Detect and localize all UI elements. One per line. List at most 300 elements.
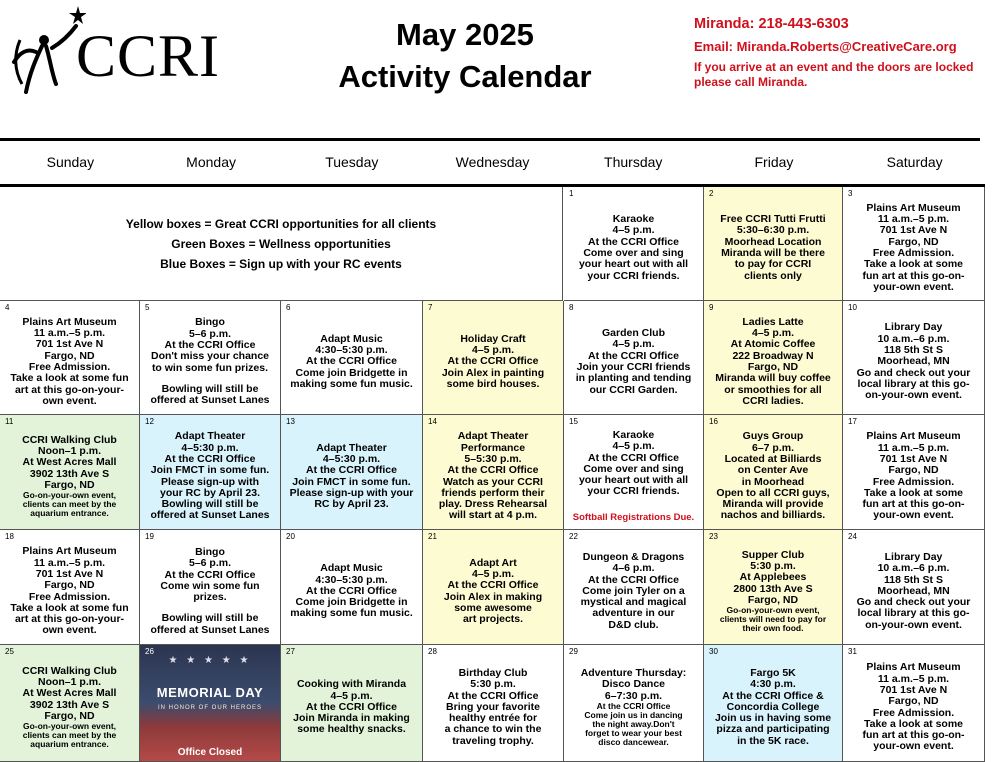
event-line: forget to wear your best [585,727,682,738]
event-line: 4–5:30 p.m. [181,441,239,454]
day-number: 26 [145,647,154,656]
ccri-logo [6,4,242,104]
day-cell-25 [0,645,140,762]
event-line: 701 1st Ave N [35,338,104,351]
event-line: Fargo, ND [747,361,799,373]
event-line: Come join Bridgette in [295,596,408,609]
day-number: 15 [569,417,578,426]
day-number: 8 [569,303,574,312]
event-line: to pay for CCRI [734,258,812,271]
day-number: 6 [286,303,291,312]
event-line: offered at Sunset Lanes [150,509,270,522]
event-note: offered at Sunset Lanes [150,394,270,407]
event-line: Come join us in dancing [584,709,683,720]
event-line: Bring your favorite [446,700,540,713]
event-line: local library at this go- [857,607,970,620]
event-line: 4–5 p.m. [471,567,515,580]
event-details [425,655,561,760]
day-number: 3 [848,189,853,198]
event-title: Library Day [884,550,943,563]
day-monday: Monday [186,154,236,170]
event-line: 4–5 p.m. [612,338,655,351]
day-number: 12 [145,417,154,426]
contact-info [694,16,994,90]
page-title [300,14,630,98]
event-details [142,425,278,528]
event-line: your CCRI friends. [587,485,680,498]
event-line: 701 1st Ave N [35,567,104,580]
event-line: our CCRI Garden. [589,383,678,396]
event-title: Bingo [195,545,225,558]
event-line: 5–6 p.m. [188,557,232,570]
event-line: At the CCRI Office [164,568,256,581]
event-line: Moorhead Location [724,235,822,248]
color-legend [0,187,563,301]
event-details [566,655,701,760]
event-line: making some fun music. [290,607,413,620]
event-line: Fargo, ND [888,235,939,248]
event-title: Holiday Craft [460,332,526,345]
day-number: 20 [286,532,295,541]
event-title: CCRI Walking Club [22,664,117,677]
event-line: At the CCRI Office [305,700,397,713]
day-cell-23 [704,530,843,645]
event-line: your-own event. [873,280,954,293]
event-line: Watch as your CCRI [443,475,543,488]
event-line: in planting and tending [575,372,692,385]
day-cell-21 [423,530,564,645]
event-details [706,311,840,413]
event-line: Take a look at some [863,258,963,271]
event-line: Go-on-your-own event, [726,605,820,616]
event-details [566,311,701,413]
event-line: some healthy snacks. [297,723,406,736]
event-line: disco dancewear. [598,736,669,747]
legend-blue: Blue Boxes = Sign up with your RC events [160,256,402,271]
event-line: 5:30 p.m. [750,560,796,573]
event-line: to win some fun prizes. [151,361,269,374]
event-line: Bowling will still be [161,498,259,511]
event-line: aquarium entrance. [30,739,109,750]
title-subtitle: Activity Calendar [338,59,592,94]
event-line: prizes. [193,591,227,604]
event-line: At the CCRI Office [447,464,539,477]
event-line: making some fun music. [290,377,413,390]
day-cell-20 [281,530,423,645]
event-line: Take a look at some [863,486,963,499]
day-cell-8 [564,301,704,415]
event-line: Please sign-up with your [289,486,414,499]
day-number: 23 [709,532,718,541]
day-cell-4 [0,301,140,415]
event-line: your heart out with all [578,474,689,487]
event-line: friends perform their [441,486,545,499]
event-line: 118 5th St S [884,573,943,586]
event-line: Join your CCRI friends [576,361,691,373]
event-line: At West Acres Mall [22,456,117,469]
event-line: 4–5 p.m. [330,689,373,702]
day-number: 27 [286,647,295,656]
event-line: the night away.Don't [592,718,675,729]
event-line: Go and check out your [856,366,971,379]
event-line: art at this go-on-your- [14,383,125,396]
day-number: 28 [428,647,437,656]
event-line: Performance [460,441,526,454]
event-line: 701 1st Ave N [879,683,948,696]
event-line: At West Acres Mall [22,687,117,700]
event-line: aquarium entrance. [30,508,109,519]
day-number: 5 [145,303,150,312]
stars-icon: ★ ★ ★ ★ ★ [168,655,252,666]
event-title: Adapt Theater [174,430,246,443]
day-cell-10 [843,301,985,415]
event-note: offered at Sunset Lanes [150,623,270,636]
event-details [142,540,278,643]
day-number: 10 [848,303,857,312]
event-line: At the CCRI Office [587,349,679,362]
event-line: 4–5 p.m. [612,440,655,453]
event-line: clients will need to pay for [719,614,827,625]
event-line: 3902 13th Ave S [29,467,110,480]
title-month: May 2025 [396,17,534,52]
event-note: Bowling will still be [161,612,259,625]
event-line: clients can meet by the [22,499,117,510]
event-line: Join Miranda in making [293,712,410,725]
event-title: Guys Group [742,430,804,443]
event-details [283,655,420,760]
event-line: 4–6 p.m. [612,562,655,575]
event-line: Free Admission. [28,590,111,603]
event-line: At the CCRI Office [447,355,539,368]
event-line: At the CCRI Office [305,584,397,597]
event-line: 3902 13th Ave S [29,698,110,711]
day-cell-14 [423,415,564,530]
event-details [425,311,561,413]
event-line: 4:30–5:30 p.m. [315,573,388,586]
event-line: At the CCRI Office [305,355,397,368]
event-line: nachos and billiards. [720,509,826,522]
event-line: Fargo, ND [44,709,95,722]
day-saturday: Saturday [886,154,943,170]
event-line: local library at this go- [857,377,970,390]
day-number: 14 [428,417,437,426]
event-line: At the CCRI Office [164,339,256,352]
event-line: Join FMCT in some fun. [292,475,411,488]
day-number: 4 [5,303,10,312]
event-line: 5:30 p.m. [470,678,516,691]
event-title: Adapt Music [320,562,383,575]
event-line: will start at 4 p.m. [448,509,538,522]
event-line: 222 Broadway N [732,349,814,362]
event-title: Karaoke [612,428,655,441]
event-line: mystical and magical [580,596,687,609]
event-title: Plains Art Museum [866,661,961,674]
event-line: art at this go-on-your- [14,613,125,626]
event-details [425,425,561,528]
day-wednesday: Wednesday [455,154,530,170]
event-line: 6–7:30 p.m. [604,689,663,702]
event-line: At the CCRI Office [305,464,397,477]
event-title: Cooking with Miranda [296,678,407,691]
event-title: Fargo 5K [750,666,796,679]
event-line: Moorhead, MN [877,355,950,368]
event-title: Plains Art Museum [866,430,961,443]
event-line: on-your-own event. [865,389,962,402]
event-line: 11 a.m.–5 p.m. [877,672,950,685]
day-number: 7 [428,303,433,312]
day-number: 18 [5,532,14,541]
day-cell-24 [843,530,985,645]
day-number: 25 [5,647,14,656]
event-details [283,540,420,643]
day-cell-30 [704,645,843,762]
event-details [566,425,701,528]
day-number: 16 [709,417,718,426]
event-title: Dungeon & Dragons [582,550,685,563]
event-line: fun art at this go-on- [862,729,965,742]
day-friday: Friday [754,154,794,170]
event-details [706,540,840,643]
event-details [425,540,561,643]
event-details [2,655,137,760]
event-line: your-own event. [873,509,954,522]
event-line: 5–6 p.m. [188,327,232,340]
event-line: Concordia College [726,700,820,713]
memorial-day-banner [140,645,280,761]
event-line: Miranda will provide [722,498,824,511]
event-line: 5:30–6:30 p.m. [736,224,810,237]
event-title: Plains Art Museum [22,545,117,558]
event-line: Fargo, ND [44,579,95,592]
event-line: Please sign-up with [160,475,260,488]
event-line: Fargo, ND [888,695,939,708]
event-line: healthy entrée for [448,712,538,725]
day-number: 29 [569,647,578,656]
event-line: Join Alex in making [443,590,543,603]
day-cell-17 [843,415,985,530]
event-line: 2800 13th Ave S [733,582,813,595]
event-line: Don't miss your chance [150,350,270,363]
event-line: Noon–1 p.m. [37,676,101,689]
event-line: Take a look at some [863,717,963,730]
day-cell-29 [564,645,704,762]
day-cell-18 [0,530,140,645]
day-number: 17 [848,417,857,426]
event-line: Come win some fun [160,579,260,592]
day-cell-22 [564,530,704,645]
event-details [2,311,137,413]
memorial-title: MEMORIAL DAY [156,685,264,700]
event-line: Take a look at some fun [10,601,129,614]
event-line: 4–5 p.m. [471,344,515,357]
event-details [2,540,137,643]
event-line: Disco Dance [601,678,666,691]
event-line: At the CCRI Office [587,451,679,464]
day-cell-27 [281,645,423,762]
event-line: own event. [42,394,97,407]
event-title: CCRI Walking Club [22,433,117,446]
event-details [142,311,278,413]
day-cell-3 [843,187,985,301]
event-line: Join us in having some [714,712,832,725]
event-line: Moorhead, MN [877,584,950,597]
event-line: your-own event. [873,740,954,753]
event-title: Adapt Art [469,556,517,569]
event-line: Fargo, ND [888,464,939,477]
day-number: 31 [848,647,857,656]
event-line: At the CCRI Office [164,452,256,465]
contact-note: If you arrive at an event and the doors are locked please call Miranda. [694,60,974,89]
event-line: Fargo, ND [44,349,95,362]
event-line: own event. [42,624,97,637]
event-line: At the CCRI Office [587,235,679,248]
event-line: Noon–1 p.m. [37,445,101,458]
event-line: 4–5:30 p.m. [322,452,381,465]
event-title: Birthday Club [458,666,528,679]
day-number: 1 [569,189,574,198]
event-line: Join FMCT in some fun. [150,464,270,477]
day-cell-7 [423,301,564,415]
event-line: D&D club. [608,618,659,631]
event-line: or smoothies for all [724,383,822,396]
day-number: 22 [569,532,578,541]
event-line: Come over and sing [583,462,684,475]
day-thursday: Thursday [604,154,663,170]
day-cell-12 [140,415,281,530]
event-line: traveling trophy. [452,734,534,747]
day-tuesday: Tuesday [325,154,379,170]
event-line: 11 a.m.–5 p.m. [877,441,950,454]
event-line: Free Admission. [872,475,955,488]
day-cell-16 [704,415,843,530]
event-line: Join Alex in painting [441,366,545,379]
event-line: a chance to win the [444,723,542,736]
day-cell-6 [281,301,423,415]
event-details [845,311,982,413]
event-alert: Softball Registrations Due. [572,511,695,523]
event-line: Come over and sing [583,247,684,259]
event-line: on Center Ave [737,464,809,477]
day-cell-13 [281,415,423,530]
event-line: Go-on-your-own event, [22,721,117,732]
event-line: adventure in our [592,607,675,620]
event-line: Go and check out your [856,596,971,609]
calendar-grid [0,184,985,762]
event-line: in the 5K race. [737,734,809,747]
day-number: 11 [5,417,14,426]
day-cell-5 [140,301,281,415]
event-title: Garden Club [601,327,665,340]
event-line: 10 a.m.–6 p.m. [877,562,950,575]
event-line: your RC by April 23. [160,486,260,499]
legend-yellow: Yellow boxes = Great CCRI opportunities for all clients [125,216,437,231]
event-line: on-your-own event. [865,618,962,631]
event-line: At the CCRI Office [596,700,671,711]
event-line: Take a look at some fun [10,372,129,385]
event-line: pizza and participating [716,723,830,736]
legend-green: Green Boxes = Wellness opportunities [171,236,391,251]
event-line: Located at Billiards [724,452,822,465]
event-line: At the CCRI Office [447,579,539,592]
event-line: Fargo, ND [747,593,799,606]
event-line: 4–5 p.m. [612,224,655,237]
event-line: some bird houses. [446,377,540,390]
event-line: 4:30–5:30 p.m. [315,344,388,357]
event-title: Ladies Latte [742,315,804,328]
event-line: At Applebees [739,571,807,584]
event-line: art projects. [462,613,524,626]
event-line: your heart out with all [578,258,689,271]
event-details [706,197,840,299]
event-details [566,197,701,299]
event-line: 11 a.m.–5 p.m. [33,327,106,340]
contact-phone: Miranda: 218-443-6303 [694,16,849,32]
event-line: 6–7 p.m. [751,441,795,454]
event-details [706,655,840,760]
event-line: 4:30 p.m. [750,678,796,691]
event-line: Come join Bridgette in [295,366,408,379]
event-title: Adapt Theater [457,430,529,443]
event-line: Fargo, ND [44,478,95,491]
event-line: 118 5th St S [884,344,943,357]
event-details [283,425,420,528]
day-cell-15 [564,415,704,530]
event-line: 701 1st Ave N [879,224,948,237]
event-line: some awesome [454,601,532,614]
memorial-subtitle: IN HONOR OF OUR HEROES [157,705,262,711]
event-line: Come join Tyler on a [582,584,685,597]
event-title: Plains Art Museum [22,315,117,328]
weekday-header [0,142,985,184]
event-line: Miranda will buy coffee [715,372,831,385]
event-title: Plains Art Museum [866,201,961,214]
event-line: clients can meet by the [22,730,117,741]
event-line: fun art at this go-on- [862,498,965,511]
divider [0,138,980,141]
dancer-figure-icon [6,4,86,99]
event-details [845,655,982,760]
event-line: RC by April 23. [314,498,389,511]
event-line: clients only [744,269,802,282]
event-line: At the CCRI Office & [722,689,824,702]
day-number: 24 [848,532,857,541]
day-cell-31 [843,645,985,762]
event-line: their own food. [742,623,804,634]
event-title: Supper Club [741,548,805,561]
event-line: fun art at this go-on- [862,269,965,282]
event-line: Free Admission. [28,361,111,373]
event-line: Free Admission. [872,706,955,719]
event-details [566,540,701,643]
event-line: At the CCRI Office [447,689,539,702]
day-number: 9 [709,303,714,312]
event-line: 10 a.m.–6 p.m. [877,332,950,345]
event-line: Free Admission. [872,247,955,259]
day-cell-11 [0,415,140,530]
day-cell-2 [704,187,843,301]
event-line: At Atomic Coffee [730,338,816,351]
event-line: 701 1st Ave N [879,452,948,465]
day-number: 30 [709,647,718,656]
event-title: Karaoke [612,213,655,226]
event-line: 11 a.m.–5 p.m. [877,213,950,226]
event-line: CCRI ladies. [742,394,804,407]
event-details [845,540,982,643]
day-number: 2 [709,189,714,198]
logo-text: CCRI [76,23,221,89]
event-note: Bowling will still be [161,382,259,395]
event-line: in Moorhead [741,475,805,488]
